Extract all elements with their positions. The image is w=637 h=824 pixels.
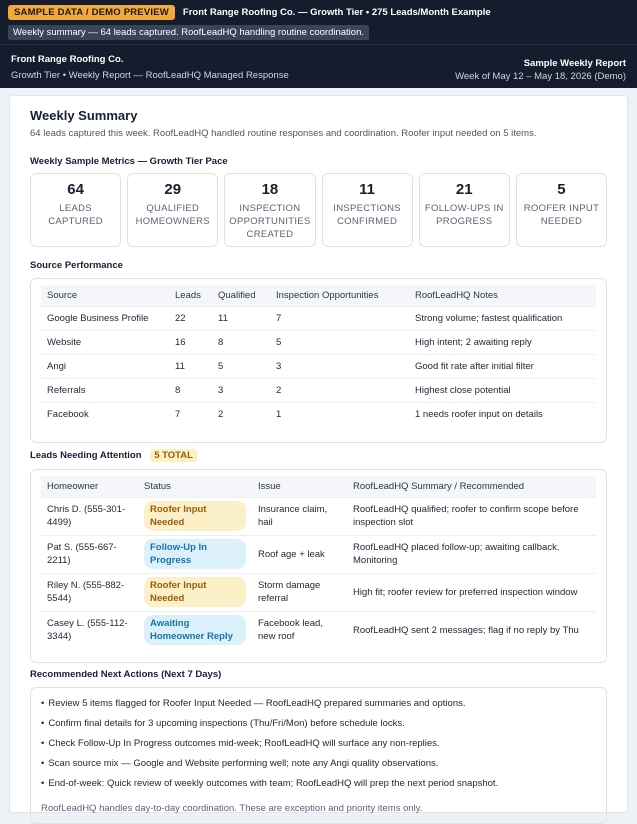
next-actions-footnote: RoofLeadHQ handles day-to-day coordination. These are exception and priority items only.: [41, 803, 423, 814]
homeowner-cell: Casey L. (555-112-3344): [41, 611, 138, 649]
bullet-icon: •: [41, 698, 45, 709]
table-row: [41, 497, 596, 535]
topbar-title: Front Range Roofing Co. — Growth Tier • 275 Leads/Month Example: [182, 6, 491, 18]
notes-cell: Highest close potential: [409, 378, 596, 402]
list-item: [41, 758, 596, 778]
total-badge: 5 TOTAL: [150, 449, 197, 462]
column-header: Leads: [169, 285, 212, 306]
next-actions-panel: [30, 687, 607, 824]
qualified-cell: 8: [212, 330, 270, 354]
table-row: [41, 306, 596, 330]
metric-card: [127, 173, 218, 247]
notes-cell: High intent; 2 awaiting reply: [409, 330, 596, 354]
action-text: Scan source mix — Google and Website performing well; note any Angi quality observations.: [48, 758, 439, 769]
list-item: [41, 778, 596, 798]
action-text: End-of-week: Quick review of weekly outcomes with team; RoofLeadHQ will prep the next period snapshot.: [48, 778, 499, 789]
status-cell: [138, 611, 252, 649]
leads-cell: 22: [169, 306, 212, 330]
bullet-icon: •: [41, 778, 45, 789]
table-row: [41, 611, 596, 649]
column-header: Qualified: [212, 285, 270, 306]
weekly-summary-description: 64 leads captured this week. RoofLeadHQ handled routine responses and coordination. Roofer input needed on 5 items.: [30, 128, 537, 139]
demo-badge: SAMPLE DATA / DEMO PREVIEW: [8, 5, 175, 20]
opportunities-cell: 5: [270, 330, 409, 354]
weekly-summary-title: Weekly Summary: [30, 108, 138, 123]
summary-chip: Weekly summary — 64 leads captured. RoofLeadHQ handling routine coordination.: [8, 25, 369, 40]
header-subtitle: Growth Tier • Weekly Report — RoofLeadHQ Managed Response: [11, 70, 289, 81]
bullet-icon: •: [41, 718, 45, 729]
issue-cell: Storm damage referral: [252, 573, 347, 611]
table-row: [41, 535, 596, 573]
metric-value: 64: [67, 181, 84, 198]
opportunities-cell: 7: [270, 306, 409, 330]
table-row: [41, 354, 596, 378]
report-date-range: Week of May 12 – May 18, 2026 (Demo): [455, 71, 626, 82]
notes-cell: Strong volume; fastest qualification: [409, 306, 596, 330]
metric-label: INSPECTIONS CONFIRMED: [333, 203, 401, 227]
metric-value: 21: [455, 181, 473, 198]
report-card: [10, 96, 627, 812]
source-cell: Angi: [41, 354, 169, 378]
demo-topbar: [0, 0, 637, 44]
metric-label: FOLLOW-UPS IN PROGRESS: [424, 203, 504, 227]
metrics-section-title: Weekly Sample Metrics — Growth Tier Pace: [30, 156, 228, 167]
status-badge: Roofer Input Needed: [144, 577, 246, 607]
table-row: [41, 573, 596, 611]
action-text: Confirm final details for 3 upcoming inspections (Thu/Fri/Mon) before schedule locks.: [48, 718, 405, 729]
qualified-cell: 5: [212, 354, 270, 378]
metric-value: 11: [359, 181, 376, 198]
list-item: [41, 738, 596, 758]
next-actions-title: Recommended Next Actions (Next 7 Days): [30, 669, 222, 680]
summary-cell: High fit; roofer review for preferred inspection window: [347, 573, 596, 611]
metric-card: [30, 173, 121, 247]
issue-cell: Insurance claim, hail: [252, 497, 347, 535]
qualified-cell: 11: [212, 306, 270, 330]
homeowner-cell: Chris D. (555-301-4499): [41, 497, 138, 535]
leads-cell: 7: [169, 402, 212, 426]
leads-attention-title-row: [30, 449, 607, 462]
next-actions-list: [41, 698, 596, 798]
column-header: Inspection Opportunities: [270, 285, 409, 306]
notes-cell: Good fit rate after initial filter: [409, 354, 596, 378]
metric-value: 5: [557, 181, 566, 198]
qualified-cell: 3: [212, 378, 270, 402]
qualified-cell: 2: [212, 402, 270, 426]
source-performance-panel: [30, 278, 607, 443]
source-cell: Facebook: [41, 402, 169, 426]
column-header: Issue: [252, 476, 347, 497]
summary-cell: RoofLeadHQ qualified; roofer to confirm scope before inspection slot: [347, 497, 596, 535]
leads-cell: 8: [169, 378, 212, 402]
status-cell: [138, 535, 252, 573]
table-row: [41, 330, 596, 354]
metric-card: [516, 173, 607, 247]
bullet-icon: •: [41, 738, 45, 749]
metric-card: [224, 173, 315, 247]
column-header: Source: [41, 285, 169, 306]
homeowner-cell: Pat S. (555-667-2211): [41, 535, 138, 573]
metrics-row: [30, 173, 607, 247]
action-text: Check Follow-Up In Progress outcomes mid-week; RoofLeadHQ will surface any non-replies.: [48, 738, 440, 749]
source-cell: Referrals: [41, 378, 169, 402]
source-cell: Website: [41, 330, 169, 354]
metric-label: INSPECTION OPPORTUNITIES CREATED: [229, 203, 311, 240]
metric-value: 29: [164, 181, 182, 198]
leads-cell: 16: [169, 330, 212, 354]
status-badge: Follow-Up In Progress: [144, 539, 246, 569]
column-header: RoofLeadHQ Notes: [409, 285, 596, 306]
metric-label: LEADS CAPTURED: [48, 203, 103, 227]
action-text: Review 5 items flagged for Roofer Input Needed — RoofLeadHQ prepared summaries and options.: [48, 698, 466, 709]
list-item: [41, 718, 596, 738]
list-item: [41, 698, 596, 718]
source-performance-title: Source Performance: [30, 260, 123, 271]
leads-attention-table: [41, 476, 596, 649]
opportunities-cell: 2: [270, 378, 409, 402]
company-name: Front Range Roofing Co.: [11, 54, 124, 65]
table-row: [41, 402, 596, 426]
metric-card: [322, 173, 413, 247]
summary-cell: RoofLeadHQ placed follow-up; awaiting callback. Monitoring: [347, 535, 596, 573]
leads-cell: 11: [169, 354, 212, 378]
issue-cell: Facebook lead, new roof: [252, 611, 347, 649]
table-row: [41, 378, 596, 402]
metric-label: ROOFER INPUT NEEDED: [523, 203, 600, 227]
report-title: Sample Weekly Report: [523, 58, 626, 69]
status-cell: [138, 573, 252, 611]
status-cell: [138, 497, 252, 535]
bullet-icon: •: [41, 758, 45, 769]
metric-label: QUALIFIED HOMEOWNERS: [135, 203, 210, 227]
status-badge: Awaiting Homeowner Reply: [144, 615, 246, 645]
metric-card: [419, 173, 510, 247]
opportunities-cell: 1: [270, 402, 409, 426]
summary-cell: RoofLeadHQ sent 2 messages; flag if no reply by Thu: [347, 611, 596, 649]
notes-cell: 1 needs roofer input on details: [409, 402, 596, 426]
homeowner-cell: Riley N. (555-882-5544): [41, 573, 138, 611]
report-header: [0, 44, 637, 88]
metric-value: 18: [261, 181, 279, 198]
column-header: Status: [138, 476, 252, 497]
column-header: RoofLeadHQ Summary / Recommended: [347, 476, 596, 497]
leads-attention-title: Leads Needing Attention: [30, 450, 142, 461]
opportunities-cell: 3: [270, 354, 409, 378]
issue-cell: Roof age + leak: [252, 535, 347, 573]
source-cell: Google Business Profile: [41, 306, 169, 330]
source-performance-table: [41, 285, 596, 426]
column-header: Homeowner: [41, 476, 138, 497]
leads-attention-panel: [30, 469, 607, 663]
status-badge: Roofer Input Needed: [144, 501, 246, 531]
